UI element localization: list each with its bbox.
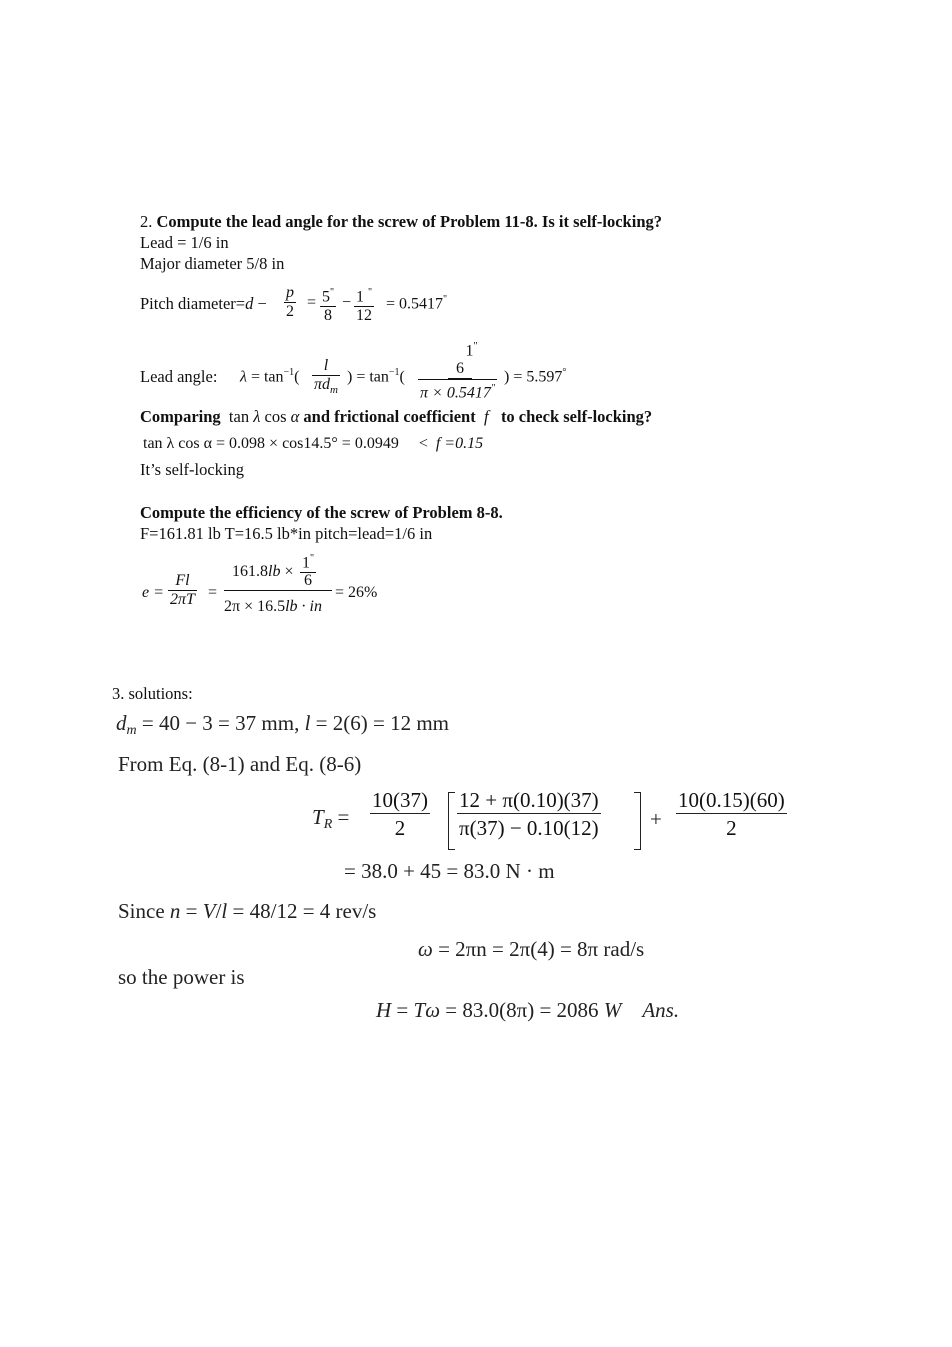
fraction-1-over-12: $\frac{1 ^"}{12}$ bbox=[354, 284, 374, 325]
self-locking-check: tan λ cos α = 0.098 × cos14.5° = 0.0949 < f =0.15 bbox=[143, 435, 484, 452]
pitch-diameter-result: = 0.5417" bbox=[386, 294, 448, 313]
major-diameter-line: Major diameter 5/8 in bbox=[140, 254, 285, 273]
tr-symbol: TR = bbox=[312, 805, 350, 832]
power-intro: so the power is bbox=[118, 965, 245, 989]
efficiency-given: F=161.81 lb T=16.5 lb*in pitch=lead=1/6 in bbox=[140, 524, 433, 543]
lead-angle-label: Lead angle: bbox=[140, 367, 218, 386]
self-locking-conclusion: It’s self-locking bbox=[140, 460, 245, 479]
since-line: Since n = V/l = 48/12 = 4 rev/s bbox=[118, 899, 377, 923]
omega-line: ω = 2πn = 2π(4) = 8π rad/s bbox=[418, 937, 645, 961]
fraction-5-over-8: $\frac{5^"}{8}$ bbox=[320, 284, 336, 325]
section-2-heading bbox=[140, 212, 662, 232]
dm-line: dm = 40 − 3 = 37 mm, l = 2(6) = 12 mm bbox=[116, 711, 450, 738]
efficiency-heading: Compute the efficiency of the screw of Problem 8-8. bbox=[140, 503, 503, 522]
lead-line: Lead = 1/6 in bbox=[140, 233, 229, 252]
pitch-diameter-label: Pitch diameter=d − bbox=[140, 294, 267, 313]
fraction-lead-over-pitch: 1" 6 π × 0.5417" bbox=[420, 341, 496, 402]
equation-reference: From Eq. (8-1) and Eq. (8-6) bbox=[118, 752, 362, 776]
tr-fraction-3: 10(0.15)(60) 2 bbox=[678, 788, 785, 840]
heading-number: 2. bbox=[140, 212, 153, 231]
efficiency-result: = 26% bbox=[335, 584, 378, 601]
power-line: H = Tω = 83.0(8π) = 2086 W Ans. bbox=[376, 998, 680, 1022]
tr-fraction-2: 12 + π(0.10)(37) π(37) − 0.10(12) bbox=[459, 788, 599, 840]
fraction-p-over-2: $\frac{p}{2}$ bbox=[286, 284, 294, 320]
section-3-title: 3. solutions: bbox=[112, 684, 193, 703]
tr-fraction-1: 10(37) 2 bbox=[372, 788, 428, 840]
heading-text: Compute the lead angle for the screw of Problem 11-8. Is it self-locking? bbox=[156, 212, 662, 231]
tr-result: = 38.0 + 45 = 83.0 N · m bbox=[344, 859, 555, 883]
fraction-Fl-over-2piT: $\frac{Fl}{2\pi T}$ bbox=[170, 572, 195, 608]
comparing-line: Comparing tan λ cos α and frictional coefficient f to check self-locking? bbox=[140, 407, 653, 426]
fraction-l-over-pi-dm: l $\pi d_m$ bbox=[314, 357, 338, 397]
document-page: 2. Compute the lead angle for the screw of Problem 11-8. Is it self-locking? Lead = 1/6 in Major diameter 5/8 in Pitch diameter=d − $\frac{p}{2}$ = $\frac{5^"}{8}$ − $\frac{1 ^"}{12}$ = 0.5417" Lead angle: $\lambda = \tan^{-1}$( l $\pi d_m$ ) = $\tan^{-1}$( 1" 6 π × 0.5417" ) = 5.597° Comparing tan λ cos α and frictional coefficient f to check self-locking? tan λ cos α = 0.098 × cos14.5° = 0.0949 < f =0.15 It’s self-locking Compute the efficiency of the screw of Problem 8-8. F=161.81 lb T=16.5 lb*in pitch=lead=1/6 in e = $\frac{Fl}{2\pi T}$ = 161.8lb × $\frac{1^"}{6}$ 2π × 16.5lb · in = 26% 3. solutions: dm = 40 − 3 = 37 mm, l = 2(6) = 12 mm From Eq. (8-1) and Eq. (8-6) TR = 10(37) 2 12 + π(0.10)(37) π(37) − 0.10(12) + 10(0.15)(60) 2 = 38.0 + 45 = 83.0 N · m Since n = V/l = 48/12 = 4 rev/s ω = 2πn = 2π(4) = 8π rad/s so the power is H = Tω = 83.0(8π) = 2086 W Ans. bbox=[112, 212, 785, 1022]
lead-angle-result: ) = 5.597° bbox=[504, 367, 567, 386]
